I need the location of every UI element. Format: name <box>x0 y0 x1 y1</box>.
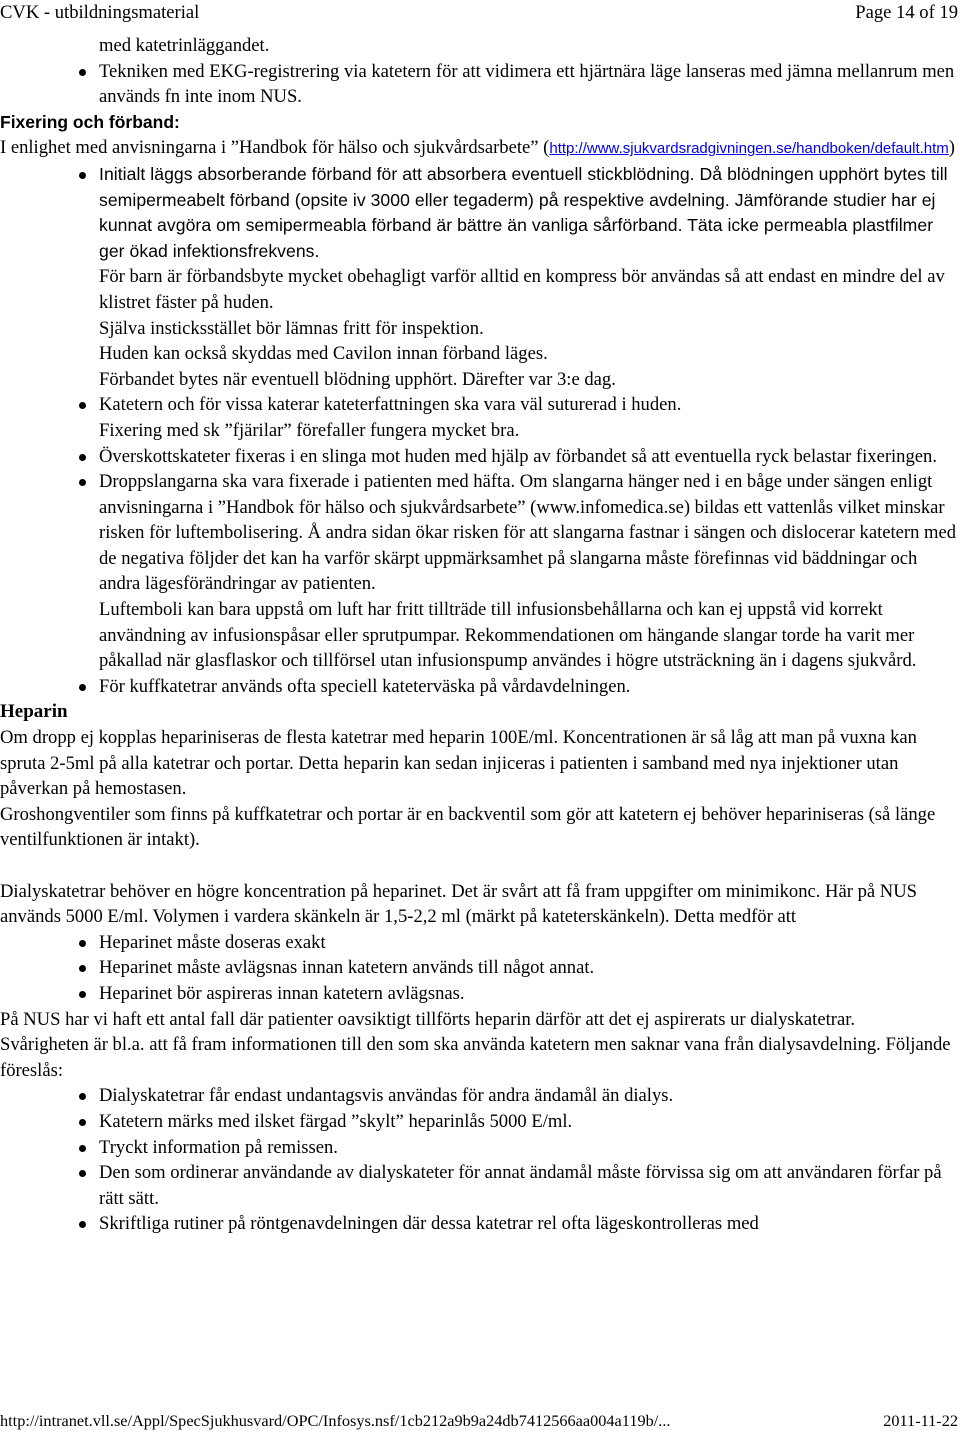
spacer <box>0 853 960 879</box>
paragraph: Svårigheten är bl.a. att få fram informationen till den som ska använda katetern men saknar vana från dialysavdelning. Följande föreslås: <box>0 1034 951 1081</box>
list-item: För kuffkatetrar används ofta speciell kateterväska på vårdavdelningen. <box>0 674 960 700</box>
list-item: Katetern och för vissa katerar kateterfattningen ska vara väl suturerad i huden. Fixering med sk ”fjärilar” förefaller fungera mycket bra. <box>0 392 960 443</box>
section-heading-heparin: Heparin <box>0 701 68 723</box>
list-item: Överskottskateter fixeras i en slinga mot huden med hjälp av förbandet så att eventuella ryck belastar fixeringen. <box>0 444 960 470</box>
paragraph: Huden kan också skyddas med Cavilon innan förband läges. <box>99 343 548 365</box>
bullet-continuation: med katetrinläggandet. <box>99 35 270 56</box>
list-item: Tryckt information på remissen. <box>0 1135 960 1161</box>
list-item: Skriftliga rutiner på röntgenavdelningen där dessa katetrar rel ofta lägeskontrolleras med <box>0 1211 960 1237</box>
list-item: Heparinet måste doseras exakt <box>0 930 960 956</box>
paragraph: Dialyskatetrar behöver en högre koncentration på heparinet. Det är svårt att få fram uppgifter om minimikonc. Här på NUS används 5000 E/ml. Volymen i vardera skänkeln är 1,5-2,2 ml (märkt på kateterskänkeln). Detta medför att <box>0 880 917 928</box>
paragraph: Om dropp ej kopplas hepariniseras de flesta katetrar med heparin 100E/ml. Koncentrationen är så låg att man på vuxna kan spruta 2-5ml på alla katetrar och portar. Detta heparin kan sedan injiceras i patienten i samband med nya injektioner utan påverkan på hemostasen. <box>0 727 917 800</box>
document-body <box>0 33 960 1237</box>
list-item: Heparinet bör aspireras innan katetern avlägsnas. <box>0 981 960 1007</box>
list-item: Katetern märks med ilsket färgad ”skylt” heparinlås 5000 E/ml. <box>0 1109 960 1135</box>
page-footer <box>0 1408 960 1433</box>
page-header <box>0 0 960 25</box>
page-number: Page 14 of 19 <box>855 2 958 23</box>
list-item: Initialt läggs absorberande förband för att absorbera eventuell stickblödning. Då blödningen upphört bytes till semipermeabelt förband (opsite iv 3000 eller tegaderm) på respektive avdelning. Jämförande studier har ej kunnat avgöra om semipermeabla förband är bättre än vanliga sårförband. Täta icke permeabla plastfilmer ger ökad infektionsfrekvens. <box>0 162 960 264</box>
list-item: Den som ordinerar användande av dialyskateter för annat ändamål måste förvissa sig om att användaren förfar på rätt sätt. <box>0 1160 960 1211</box>
list-item: Droppslangarna ska vara fixerade i patienten med häfta. Om slangarna hänger ned i en båge under sängen enligt anvisningarna i ”Handbok för hälso och sjukvårdsarbete” (www.infomedica.se) bildas ett vattenlås vilket minskar risken för luftembolisering. Å andra sidan ökar risken för att slangarna fastnar i sängen och dislocerar katetern med de negativa följder det kan ha varför skärpt uppmärksamhet på slangarna måste förefinnas vid bäddningar och andra lägesförändringar av patienten. Luftemboli kan bara uppstå om luft har fritt tillträde till infusionsbehållarna och kan ej uppstå vid korrekt användning av infusionspåsar eller sprutpumpar. Rekommendationen om hängande slangar torde ha varit mer påkallad när glasflaskor och tillförsel utan infusionspump användes i högre utsträckning än i dagens sjukvård. <box>0 469 960 674</box>
paragraph: På NUS har vi haft ett antal fall där patienter oavsiktigt tillförts heparin därför att det ej aspirerats ur dialyskatetrar. <box>0 1008 856 1030</box>
paragraph: Förbandet bytes när eventuell blödning upphört. Därefter var 3:e dag. <box>99 368 616 390</box>
fixering-intro: I enlighet med anvisningarna i ”Handbok för hälso och sjukvårdsarbete” (http://www.sjukvardsradgivningen.se/handboken/default.htm) <box>0 137 955 159</box>
fixering-list <box>0 392 960 699</box>
heparin-list <box>0 930 960 1007</box>
footer-date: 2011-11-22 <box>883 1411 958 1430</box>
handbok-link[interactable]: http://www.sjukvardsradgivningen.se/handboken/default.htm <box>549 140 949 158</box>
section-heading-fixering: Fixering och förband: <box>0 111 180 132</box>
paragraph: För barn är förbandsbyte mycket obehagligt varför alltid en kompress bör användas så att endast en mindre del av klistret fäster på huden. <box>99 266 945 313</box>
bullet-list-top <box>0 59 960 110</box>
header-title: CVK - utbildningsmaterial <box>0 2 200 23</box>
list-item: Dialyskatetrar får endast undantagsvis användas för andra ändamål än dialys. <box>0 1083 960 1109</box>
footer-url: http://intranet.vll.se/Appl/SpecSjukhusvard/OPC/Infosys.nsf/1cb212a9b9a24db7412566aa004a119b/... <box>0 1411 671 1430</box>
list-item: Heparinet måste avlägsnas innan katetern används till något annat. <box>0 955 960 981</box>
list-item: Tekniken med EKG-registrering via katetern för att vidimera ett hjärtnära läge lanseras med jämna mellanrum men används fn inte inom NUS. <box>0 59 960 110</box>
dialys-list <box>0 1083 960 1237</box>
fixering-list-sans <box>0 162 960 264</box>
paragraph: Själva insticksstället bör lämnas fritt för inspektion. <box>99 317 484 339</box>
paragraph: Groshongventiler som finns på kuffkatetrar och portar är en backventil som gör att katetern ej behöver hepariniseras (så länge ventilfunktionen är intakt). <box>0 803 936 851</box>
